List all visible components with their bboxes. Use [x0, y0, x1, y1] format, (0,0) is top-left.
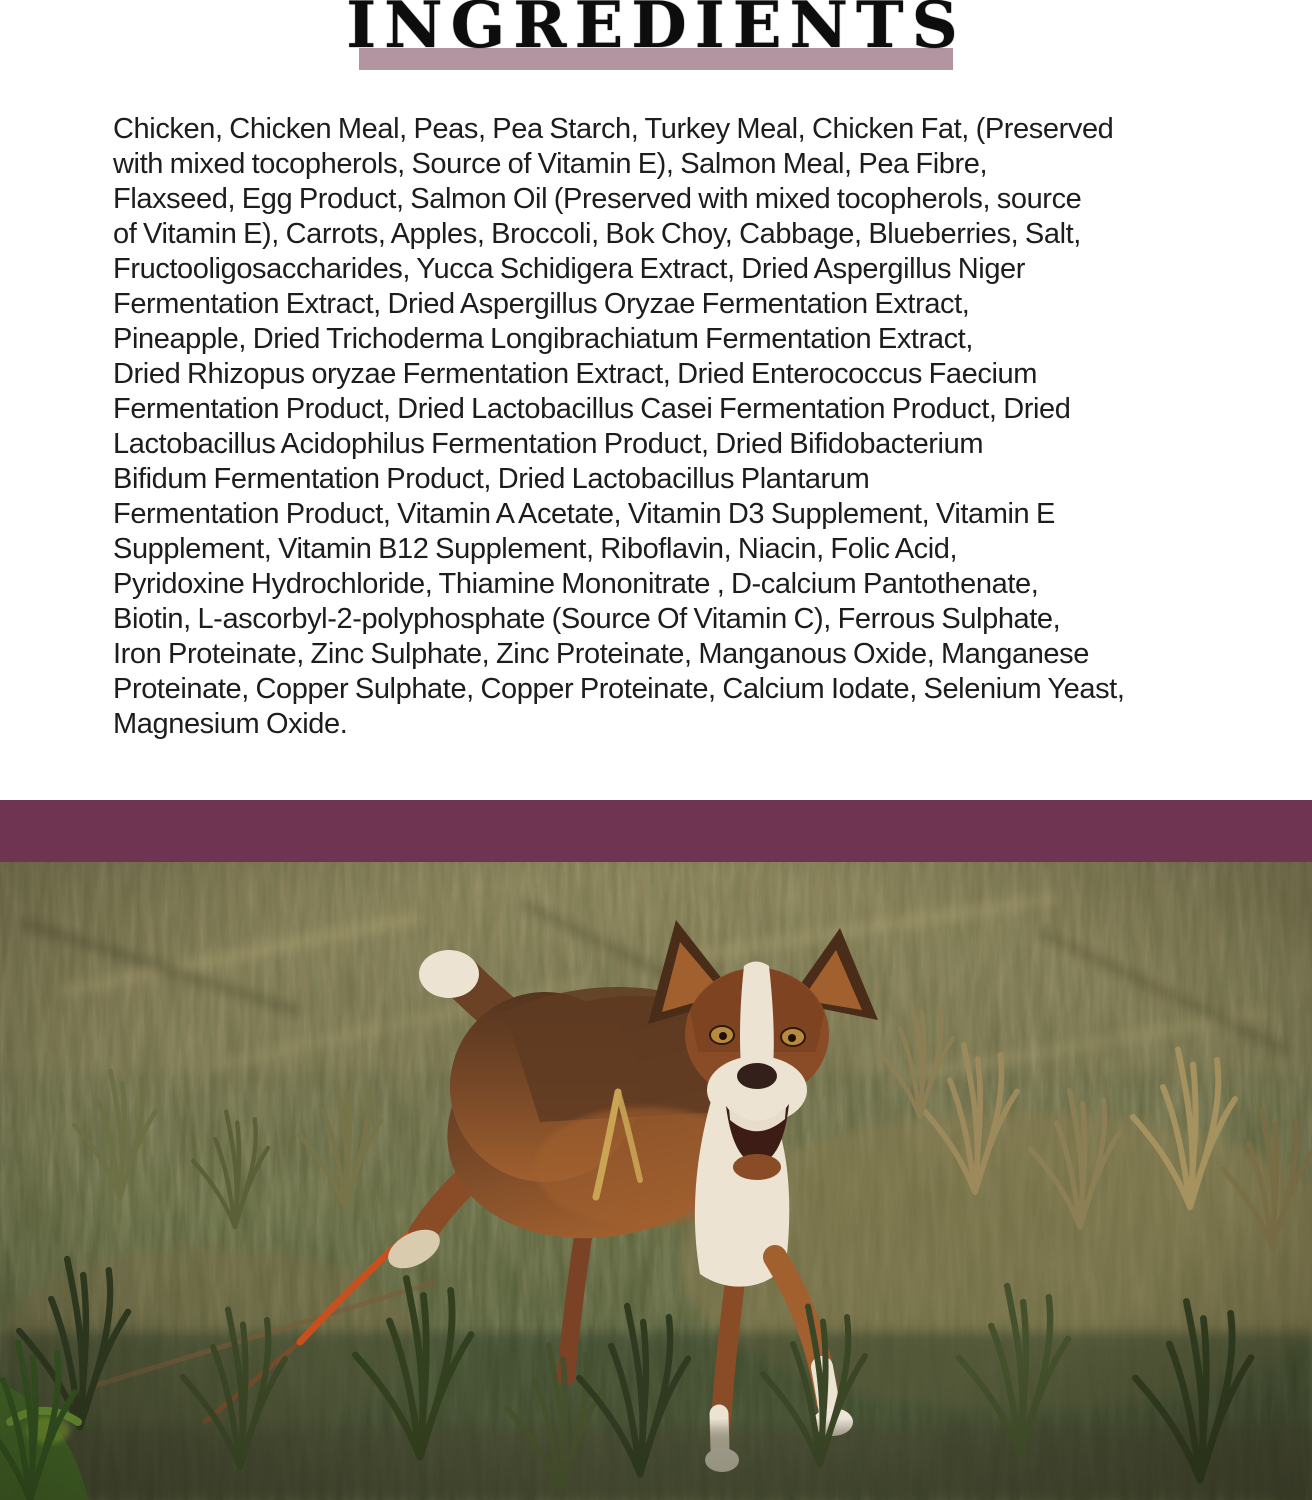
ingredients-text-line: Biotin, L-ascorbyl-2-polyphosphate (Source Of Vitamin C), Ferrous Sulphate,: [113, 603, 1061, 635]
ingredients-list: [113, 112, 1208, 742]
maroon-divider-bar: [0, 800, 1312, 862]
ingredients-text-line: Flaxseed, Egg Product, Salmon Oil (Preserved with mixed tocopherols, source: [113, 183, 1082, 215]
ingredients-text-line: Lactobacillus Acidophilus Fermentation Product, Dried Bifidobacterium: [113, 428, 984, 460]
page-title: INGREDIENTS: [346, 0, 966, 63]
ingredients-header: [0, 0, 1312, 90]
dog-field-illustration: [0, 862, 1312, 1500]
ingredients-text-line: Bifidum Fermentation Product, Dried Lactobacillus Plantarum: [113, 463, 870, 495]
dog-photo: [0, 862, 1312, 1500]
ingredients-text-line: Proteinate, Copper Sulphate, Copper Proteinate, Calcium Iodate, Selenium Yeast,: [113, 673, 1125, 705]
ingredients-text-line: Chicken, Chicken Meal, Peas, Pea Starch, Turkey Meal, Chicken Fat, (Preserved: [113, 113, 1114, 145]
ingredients-text-line: Pyridoxine Hydrochloride, Thiamine Mononitrate , D-calcium Pantothenate,: [113, 568, 1039, 600]
ingredients-text-line: with mixed tocopherols, Source of Vitamin E), Salmon Meal, Pea Fibre,: [113, 148, 988, 180]
photo-vignette: [0, 862, 1312, 1500]
ingredients-text-line: Fructooligosaccharides, Yucca Schidigera Extract, Dried Aspergillus Niger: [113, 253, 1026, 285]
ingredients-text-line: Supplement, Vitamin B12 Supplement, Riboflavin, Niacin, Folic Acid,: [113, 533, 958, 565]
ingredients-text-line: Fermentation Extract, Dried Aspergillus Oryzae Fermentation Extract,: [113, 288, 970, 320]
ingredients-text-line: Iron Proteinate, Zinc Sulphate, Zinc Proteinate, Manganous Oxide, Manganese: [113, 638, 1089, 670]
ingredients-text-line: Pineapple, Dried Trichoderma Longibrachiatum Fermentation Extract,: [113, 323, 973, 355]
ingredients-text-line: of Vitamin E), Carrots, Apples, Broccoli, Bok Choy, Cabbage, Blueberries, Salt,: [113, 218, 1081, 250]
ingredients-text-line: Dried Rhizopus oryzae Fermentation Extract, Dried Enterococcus Faecium: [113, 358, 1037, 390]
ingredients-text-line: Fermentation Product, Vitamin A Acetate, Vitamin D3 Supplement, Vitamin E: [113, 498, 1055, 530]
ingredients-text-line: Fermentation Product, Dried Lactobacillus Casei Fermentation Product, Dried: [113, 393, 1071, 425]
ingredients-text-line: Magnesium Oxide.: [113, 708, 348, 740]
